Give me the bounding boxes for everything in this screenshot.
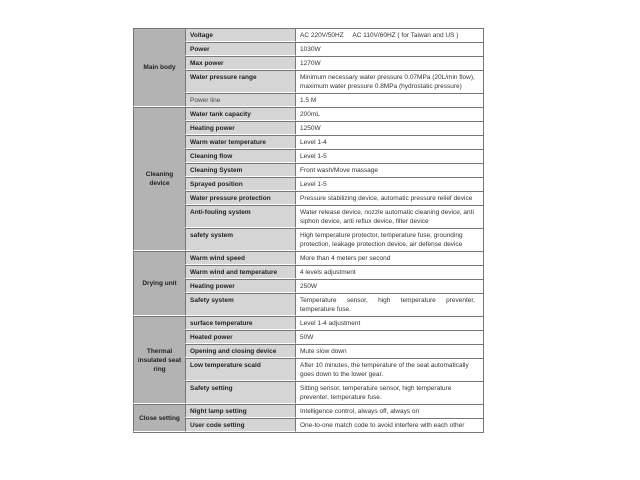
table-row — [133, 330, 483, 344]
spec-value-warm-wind-speed: More than 4 meters per second — [295, 251, 483, 265]
spec-sheet — [133, 28, 484, 433]
table-row — [133, 149, 483, 163]
spec-value-heating-power: 1250W — [295, 121, 483, 135]
spec-label-voltage: Voltage — [185, 28, 295, 42]
spec-label-safety-system: safety system — [185, 228, 295, 251]
spec-label-warm-wind-speed: Warm wind speed — [185, 251, 295, 265]
spec-value-water-pressure-range: Minimum necessary water pressure 0.07MPa (20L/min flow), maximum water pressure 0.8MPa (hydrostatic pressure) — [295, 70, 483, 93]
category-cell-close-setting: Close setting — [133, 404, 185, 432]
spec-label-night-lamp-setting: Night lamp setting — [185, 404, 295, 418]
table-row — [133, 163, 483, 177]
table-row — [133, 70, 483, 93]
spec-value-safety-system: High temperature protector, temperature fuse, grounding protection, leakage protection device, air defense device — [295, 228, 483, 251]
spec-value-surface-temperature: Level 1-4 adjustment — [295, 316, 483, 330]
spec-label-sprayed-position: Sprayed position — [185, 177, 295, 191]
spec-table — [133, 28, 484, 433]
table-row — [133, 293, 483, 316]
table-row — [133, 42, 483, 56]
table-row — [133, 191, 483, 205]
spec-value-voltage: AC 220V/50HZ AC 110V/60HZ ( for Taiwan and US ) — [295, 28, 483, 42]
spec-label-opening-and-closing-device: Opening and closing device — [185, 344, 295, 358]
spec-value-safety-system: Temperature sensor, high temperature preventer, temperature fuse. — [295, 293, 483, 316]
spec-value-cleaning-system: Front wash/Move massage — [295, 163, 483, 177]
spec-label-power: Power — [185, 42, 295, 56]
spec-label-max-power: Max power — [185, 56, 295, 70]
spec-label-power-line: Power line — [185, 93, 295, 107]
spec-value-heating-power: 250W — [295, 279, 483, 293]
spec-value-power: 1030W — [295, 42, 483, 56]
table-row — [133, 121, 483, 135]
spec-value-warm-wind-and-temperature: 4 levels adjustment — [295, 265, 483, 279]
spec-value-low-temperature-scald: After 10 minutes, the temperature of the seat automatically goes down to the lower gear. — [295, 358, 483, 381]
spec-label-warm-wind-and-temperature: Warm wind and temperature — [185, 265, 295, 279]
table-row — [133, 135, 483, 149]
spec-value-power-line: 1.5 M — [295, 93, 483, 107]
table-row — [133, 265, 483, 279]
spec-label-water-pressure-range: Water pressure range — [185, 70, 295, 93]
spec-label-heated-power: Heated power — [185, 330, 295, 344]
table-row — [133, 228, 483, 251]
table-row — [133, 56, 483, 70]
spec-value-heated-power: 50W — [295, 330, 483, 344]
table-row — [133, 316, 483, 330]
spec-value-warm-water-temperature: Level 1-4 — [295, 135, 483, 149]
table-row — [133, 418, 483, 432]
table-row — [133, 107, 483, 121]
spec-value-max-power: 1270W — [295, 56, 483, 70]
spec-label-surface-temperature: surface temperature — [185, 316, 295, 330]
spec-label-warm-water-temperature: Warm water temperature — [185, 135, 295, 149]
category-cell-thermal-insulated-seat-ring: Thermal insulated seat ring — [133, 316, 185, 404]
spec-label-cleaning-system: Cleaning System — [185, 163, 295, 177]
spec-label-anti-fouling-system: Anti-fouling system — [185, 205, 295, 228]
spec-value-cleaning-flow: Level 1-5 — [295, 149, 483, 163]
spec-label-water-pressure-protection: Water pressure protection — [185, 191, 295, 205]
table-row — [133, 344, 483, 358]
spec-table-body — [133, 28, 483, 432]
spec-label-safety-setting: Safety setting — [185, 381, 295, 404]
category-cell-drying-unit: Drying unit — [133, 251, 185, 316]
spec-value-anti-fouling-system: Water release device, nozzle automatic cleaning device, anti siphon device, anti reflux device, filter device — [295, 205, 483, 228]
spec-value-safety-setting: Sitting sensor, temperature sensor, high temperature preventer, temperature fuse. — [295, 381, 483, 404]
spec-label-user-code-setting: User code setting — [185, 418, 295, 432]
category-cell-main-body: Main body — [133, 28, 185, 107]
table-row — [133, 358, 483, 381]
spec-value-opening-and-closing-device: Mute slow down — [295, 344, 483, 358]
spec-label-heating-power: Heating power — [185, 121, 295, 135]
spec-value-water-tank-capacity: 200mL — [295, 107, 483, 121]
spec-label-water-tank-capacity: Water tank capacity — [185, 107, 295, 121]
spec-value-water-pressure-protection: Pressure stabilizing device, automatic pressure relief device — [295, 191, 483, 205]
table-row — [133, 404, 483, 418]
category-cell-cleaning-device: Cleaning device — [133, 107, 185, 251]
spec-label-safety-system: Safety system — [185, 293, 295, 316]
table-row — [133, 251, 483, 265]
table-row — [133, 205, 483, 228]
table-row — [133, 93, 483, 107]
spec-label-cleaning-flow: Cleaning flow — [185, 149, 295, 163]
spec-value-night-lamp-setting: Intelligence control, always off, always on — [295, 404, 483, 418]
table-row — [133, 177, 483, 191]
table-row — [133, 381, 483, 404]
spec-label-low-temperature-scald: Low temperature scald — [185, 358, 295, 381]
spec-label-heating-power: Heating power — [185, 279, 295, 293]
spec-value-sprayed-position: Level 1-5 — [295, 177, 483, 191]
table-row — [133, 28, 483, 42]
table-row — [133, 279, 483, 293]
spec-value-user-code-setting: One-to-one match code to avoid interfere with each other — [295, 418, 483, 432]
